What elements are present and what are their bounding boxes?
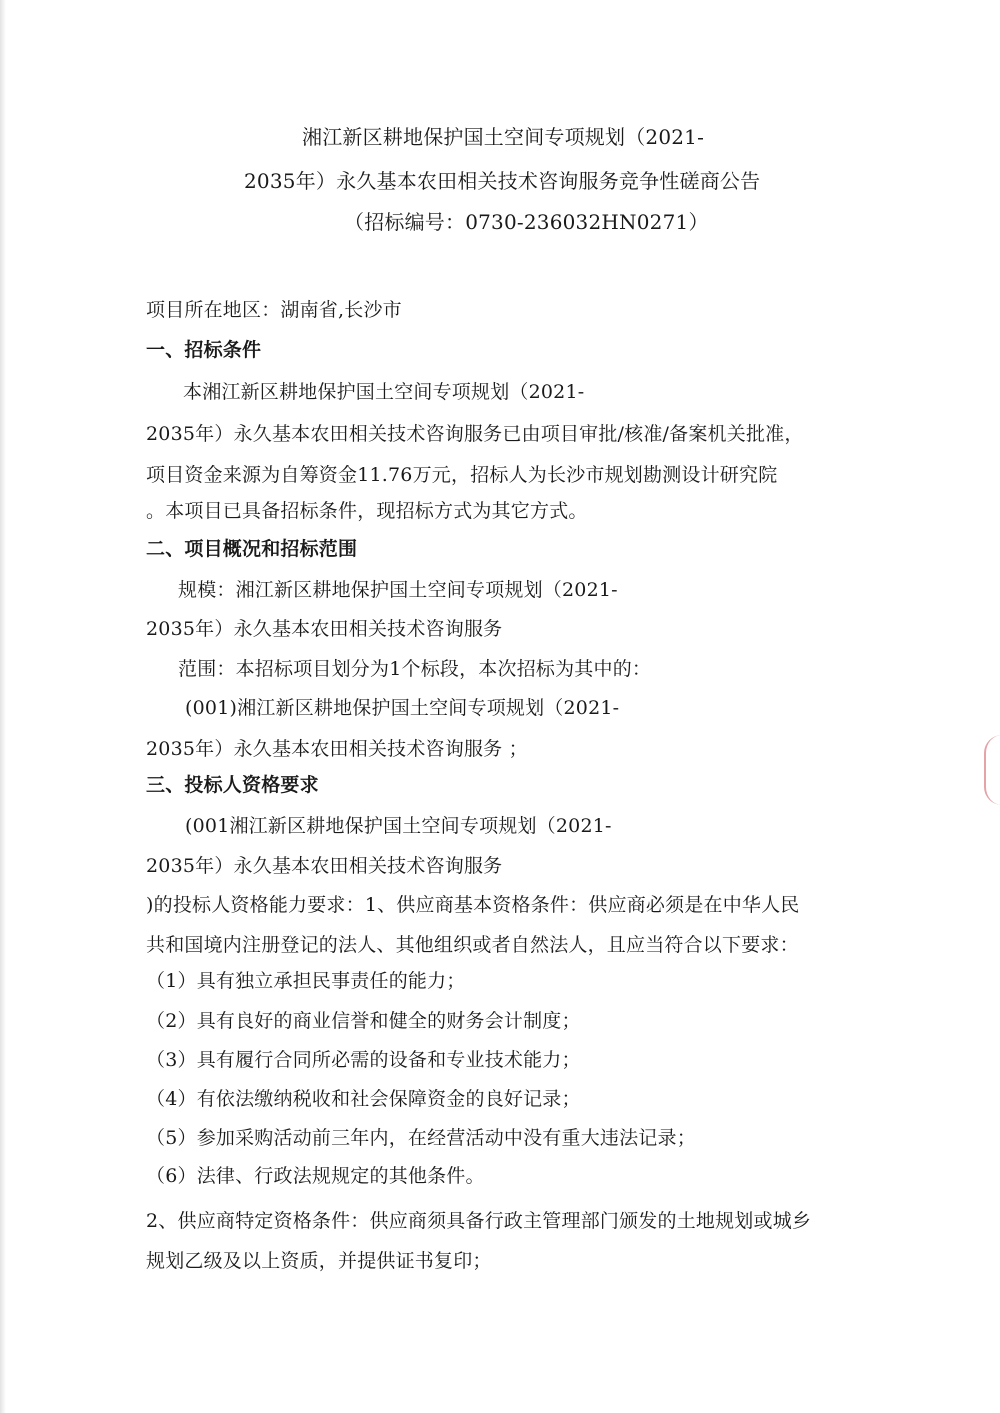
doc-title-line-2: 2035年）永久基本农田相关技术咨询服务竞争性磋商公告: [244, 169, 761, 193]
doc-title-line-3: （招标编号：0730-236032HN0271）: [344, 210, 709, 234]
section-1-line: 2035年）永久基本农田相关技术咨询服务已由项目审批/核准/备案机关批准，: [146, 423, 804, 445]
requirement-item: （5）参加采购活动前三年内，在经营活动中没有重大违法记录；: [146, 1127, 696, 1149]
section-1-line: 本湘江新区耕地保护国土空间专项规划（2021-: [183, 381, 585, 403]
section-1-heading: 一、招标条件: [146, 339, 262, 361]
requirement-item: （1）具有独立承担民事责任的能力；: [146, 970, 466, 992]
section-3-heading: 三、投标人资格要求: [146, 774, 319, 796]
section-3-line: 2、供应商特定资格条件：供应商须具备行政主管理部门颁发的土地规划或城乡: [146, 1210, 812, 1232]
section-2-line: 2035年）永久基本农田相关技术咨询服务 ；: [146, 738, 528, 760]
section-2-line: 范围：本招标项目划分为1个标段，本次招标为其中的：: [178, 658, 652, 680]
section-2-line: (001)湘江新区耕地保护国土空间专项规划（2021-: [185, 697, 620, 719]
requirement-item: （2）具有良好的商业信誉和健全的财务会计制度；: [146, 1010, 581, 1032]
section-1-line: 项目资金来源为自筹资金11.76万元，招标人为长沙市规划勘测设计研究院: [146, 464, 778, 486]
section-3-line: 2035年）永久基本农田相关技术咨询服务: [146, 855, 503, 877]
section-2-line: 2035年）永久基本农田相关技术咨询服务: [146, 618, 503, 640]
section-3-line: 共和国境内注册登记的法人、其他组织或者自然法人，且应当符合以下要求：: [146, 934, 799, 956]
red-stamp-edge-mark: [984, 735, 1000, 805]
section-3-line: 规划乙级及以上资质，并提供证书复印；: [146, 1250, 492, 1272]
scan-edge-shadow: [0, 0, 6, 1413]
requirement-item: （6）法律、行政法规规定的其他条件。: [146, 1165, 485, 1187]
section-3-line: )的投标人资格能力要求：1、供应商基本资格条件：供应商必须是在中华人民: [146, 894, 800, 916]
project-location: 项目所在地区：湖南省,长沙市: [146, 299, 402, 321]
requirement-item: （3）具有履行合同所必需的设备和专业技术能力；: [146, 1049, 581, 1071]
requirement-item: （4）有依法缴纳税收和社会保障资金的良好记录；: [146, 1088, 581, 1110]
section-3-line: (001湘江新区耕地保护国土空间专项规划（2021-: [185, 815, 612, 837]
section-2-line: 规模：湘江新区耕地保护国土空间专项规划（2021-: [178, 579, 618, 601]
doc-title-line-1: 湘江新区耕地保护国土空间专项规划（2021-: [302, 125, 705, 149]
section-2-heading: 二、项目概况和招标范围: [146, 538, 358, 560]
section-1-line: 。本项目已具备招标条件，现招标方式为其它方式。: [146, 500, 588, 522]
